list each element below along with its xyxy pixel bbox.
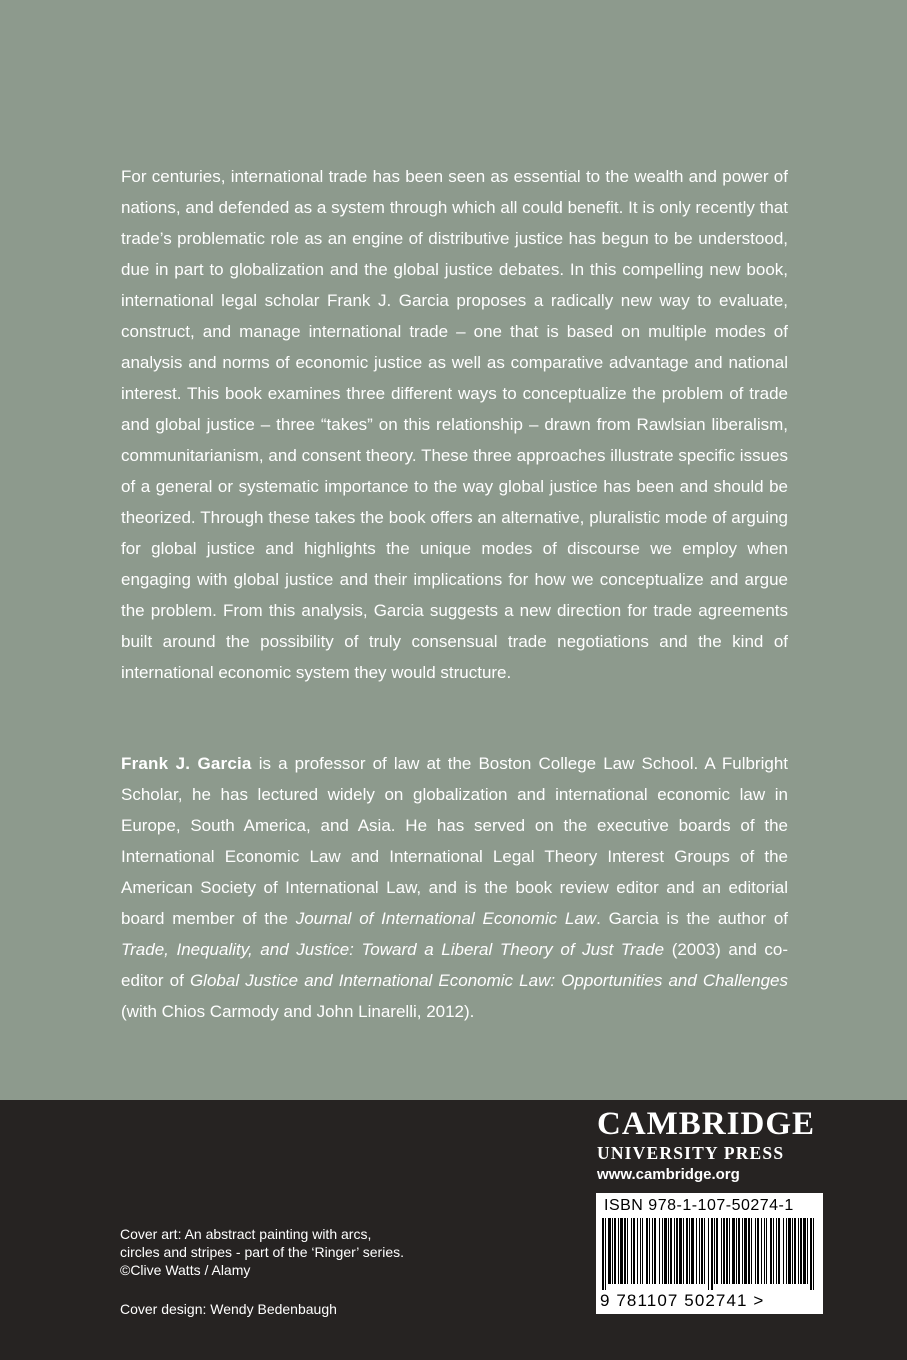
cover-art-line-1: Cover art: An abstract painting with arcs, bbox=[120, 1226, 372, 1242]
book-title-2: Global Justice and International Economic Law: Opportunities and Challenges bbox=[189, 971, 788, 990]
author-bio bbox=[121, 748, 788, 1027]
barcode-bar bbox=[704, 1218, 705, 1284]
barcode-bar bbox=[792, 1218, 793, 1284]
barcode-bar bbox=[608, 1218, 611, 1284]
barcode-bar bbox=[723, 1218, 725, 1284]
publisher-name: CAMBRIDGE bbox=[597, 1106, 816, 1142]
barcode-bar bbox=[691, 1218, 694, 1284]
book-description: For centuries, international trade has been seen as essential to the wealth and power of nations, and defended as a system through which all could benefit. It is only recently that trade’s problematic role as an engine of distributive justice has begun to be understood, due in part to globalization and the global justice debates. In this compelling new book, international legal scholar Frank J. Garcia proposes a radically new way to evaluate, construct, and manage international trade – one that is based on multiple modes of analysis and norms of economic justice as well as comparative advantage and national interest. This book examines three different ways to conceptualize the problem of trade and global justice – three “takes” on this relationship – drawn from Rawlsian liberalism, communitarianism, and consent theory. These three approaches illustrate specific issues of a general or systematic importance to the way global justice has been and should be theorized. Through these takes the book offers an alternative, pluralistic mode of arguing for global justice and highlights the unique modes of discourse we employ when engaging with global justice and their implications for how we conceptualize and argue the problem. From this analysis, Garcia suggests a new direction for trade agreements built around the possibility of truly consensual trade negotiations and the kind of international economic system they would structure. bbox=[121, 167, 788, 682]
barcode-bar bbox=[732, 1218, 735, 1284]
barcode-bars bbox=[602, 1218, 817, 1290]
barcode-bar bbox=[701, 1218, 703, 1284]
barcode-bar bbox=[798, 1218, 799, 1284]
barcode-bar bbox=[612, 1218, 613, 1284]
barcode-bar bbox=[773, 1218, 774, 1284]
barcode-bar bbox=[776, 1218, 777, 1284]
barcode-bar bbox=[631, 1218, 632, 1284]
barcode-bar bbox=[670, 1218, 672, 1284]
barcode-bar bbox=[729, 1218, 730, 1284]
barcode-bar bbox=[659, 1218, 660, 1284]
barcode-bar bbox=[751, 1218, 752, 1284]
barcode-bar bbox=[633, 1218, 635, 1284]
barcode-bar bbox=[813, 1218, 814, 1290]
barcode-bar bbox=[674, 1218, 675, 1284]
barcode-bar bbox=[794, 1218, 796, 1284]
barcode-bar bbox=[726, 1218, 728, 1284]
barcode-bar bbox=[748, 1218, 750, 1284]
barcode-bar bbox=[640, 1218, 641, 1284]
journal-title: Journal of International Economic Law bbox=[295, 909, 597, 928]
barcode-bar bbox=[624, 1218, 626, 1284]
bio-text-4: (with Chios Carmody and John Linarelli, 2012). bbox=[121, 1002, 475, 1021]
barcode-bar bbox=[742, 1218, 743, 1284]
barcode-bar bbox=[711, 1218, 713, 1290]
author-name: Frank J. Garcia bbox=[121, 754, 252, 773]
barcode-bar bbox=[627, 1218, 628, 1284]
barcode-bar bbox=[755, 1218, 756, 1284]
barcode-bar bbox=[620, 1218, 623, 1284]
barcode-bar bbox=[699, 1218, 700, 1284]
barcode-bar bbox=[668, 1218, 669, 1284]
barcode-bar bbox=[679, 1218, 682, 1284]
cover-design-line: Cover design: Wendy Bedenbaugh bbox=[120, 1301, 337, 1317]
barcode-bar bbox=[664, 1218, 667, 1284]
barcode-bar bbox=[721, 1218, 722, 1284]
barcode-bar bbox=[654, 1218, 656, 1284]
barcode-bar bbox=[708, 1218, 709, 1290]
barcode-bar bbox=[764, 1218, 765, 1284]
barcode-bar bbox=[605, 1218, 606, 1290]
barcode-bar bbox=[783, 1218, 784, 1284]
bio-text-1: is a professor of law at the Boston College Law School. A Fulbright Scholar, he has lectured widely on globalization and international economic law in Europe, South America, and Asia. He has served on the executive boards of the International Economic Law and International Legal Theory Interest Groups of the American Society of International Law, and is the book review editor and an editorial board member of the bbox=[121, 754, 789, 928]
barcode-bar bbox=[646, 1218, 648, 1284]
barcode-bar bbox=[714, 1218, 715, 1284]
barcode-bar bbox=[662, 1218, 663, 1284]
barcode-bar bbox=[686, 1218, 688, 1284]
barcode-bar bbox=[770, 1218, 772, 1284]
barcode-bar bbox=[800, 1218, 802, 1284]
publisher-subtitle: UNIVERSITY PRESS bbox=[597, 1143, 785, 1163]
barcode-bar bbox=[642, 1218, 643, 1284]
ean-number: 9 781107 502741 > bbox=[600, 1291, 765, 1310]
barcode-bar bbox=[689, 1218, 690, 1284]
barcode-bar bbox=[807, 1218, 808, 1284]
isbn-label: ISBN 978-1-107-50274-1 bbox=[604, 1197, 794, 1214]
barcode-bar bbox=[778, 1218, 780, 1284]
barcode-bar bbox=[803, 1218, 806, 1284]
barcode-bar bbox=[683, 1218, 684, 1284]
cover-design-credit bbox=[120, 1300, 337, 1318]
cover-art-credit bbox=[120, 1225, 404, 1279]
barcode-bar bbox=[744, 1218, 747, 1284]
bio-text-3: (2003) and co-editor of bbox=[121, 940, 789, 990]
cover-art-line-2: circles and stripes - part of the ‘Ringer’ series. bbox=[120, 1244, 404, 1260]
barcode-bar bbox=[788, 1218, 791, 1284]
barcode-bar bbox=[736, 1218, 737, 1284]
book-title-1: Trade, Inequality, and Justice: Toward a Liberal Theory of Just Trade bbox=[121, 940, 665, 959]
barcode-bar bbox=[810, 1218, 812, 1290]
bio-text-2: . Garcia is the author of bbox=[596, 909, 788, 928]
barcode-bar bbox=[676, 1218, 678, 1284]
barcode bbox=[596, 1193, 823, 1314]
publisher-url: www.cambridge.org bbox=[597, 1166, 740, 1183]
barcode-bar bbox=[761, 1218, 762, 1284]
cover-art-line-3: ©Clive Watts / Alamy bbox=[120, 1262, 251, 1278]
barcode-bar bbox=[786, 1218, 787, 1284]
barcode-bar bbox=[637, 1218, 638, 1284]
barcode-bar bbox=[649, 1218, 650, 1284]
barcode-bar bbox=[652, 1218, 653, 1284]
barcode-bar bbox=[738, 1218, 740, 1284]
barcode-bar bbox=[716, 1218, 718, 1284]
barcode-bar bbox=[602, 1218, 604, 1290]
barcode-bar bbox=[618, 1218, 619, 1284]
barcode-bar bbox=[757, 1218, 759, 1284]
barcode-bar bbox=[614, 1218, 616, 1284]
publisher-logo bbox=[597, 1106, 827, 1164]
barcode-bar bbox=[766, 1218, 767, 1284]
barcode-bar bbox=[696, 1218, 697, 1284]
